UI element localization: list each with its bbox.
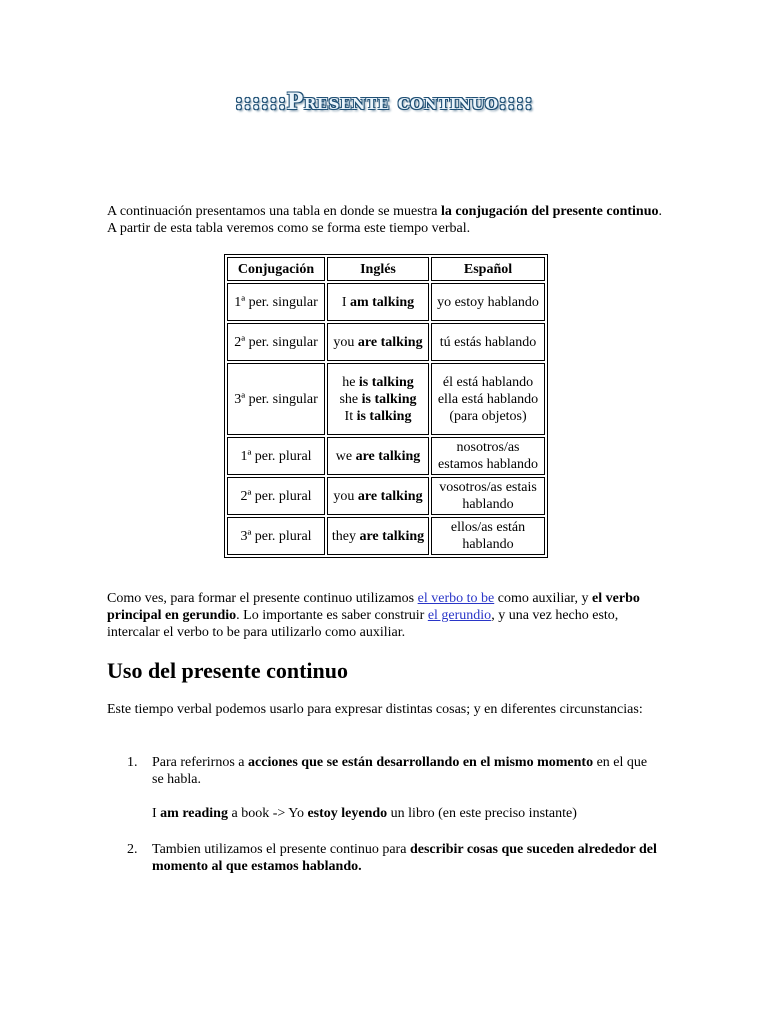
english-subject: you — [333, 334, 358, 350]
table-row — [227, 283, 545, 321]
cell-spanish: vosotros/as estais hablando — [431, 477, 545, 515]
cell-english — [327, 517, 429, 555]
cell-spanish: ellos/as están hablando — [431, 517, 545, 555]
gerundio-link[interactable]: el gerundio — [427, 608, 492, 623]
cell-spanish: nosotros/as estamos hablando — [431, 437, 545, 475]
example-text: I — [152, 806, 161, 821]
example-bold: estoy leyendo — [307, 806, 388, 821]
page-title: ::::::Presente continuo:::: — [234, 89, 534, 115]
list-plain-text: en el que se habla. — [152, 755, 648, 787]
list-plain-text: Tambien utilizamos el presente continuo para — [152, 842, 410, 857]
header-conjugacion: Conjugación — [227, 257, 325, 281]
english-subject: he — [342, 374, 359, 390]
english-verb: am talking — [349, 294, 415, 310]
english-subject: It — [344, 408, 357, 424]
cell-spanish — [431, 363, 545, 435]
english-verb: are talking — [357, 334, 423, 350]
english-verb: are talking — [355, 448, 421, 464]
list-bold-text: acciones que se están desarrollando en el mismo momento — [248, 755, 594, 770]
cell-english — [327, 283, 429, 321]
intro-paragraph — [107, 203, 667, 237]
example-text: un libro (en este preciso instante) — [387, 806, 577, 821]
intro-text: A continuación presentamos una tabla en donde se muestra — [107, 204, 441, 219]
explanation-paragraph — [107, 590, 667, 641]
verbo-to-be-link[interactable]: el verbo to be — [417, 591, 495, 606]
intro-text-end: . A partir de esta tabla veremos como se forma este tiempo verbal. — [107, 204, 662, 236]
cell-conjugation: 2ª per. singular — [227, 323, 325, 361]
spanish-line: (para objetos) — [449, 408, 527, 424]
table-header-row — [227, 257, 545, 281]
section-heading: Uso del presente continuo — [107, 658, 348, 683]
cell-spanish: tú estás hablando — [431, 323, 545, 361]
list-number: 2. — [127, 842, 138, 857]
example-bold: am reading — [160, 806, 228, 821]
table-row — [227, 517, 545, 555]
cell-conjugation: 1ª per. singular — [227, 283, 325, 321]
explanation-bold: el verbo principal en gerundio — [107, 591, 640, 623]
cell-conjugation: 2ª per. plural — [227, 477, 325, 515]
table-row — [227, 323, 545, 361]
header-espanol: Español — [431, 257, 545, 281]
list-bold-text: describir cosas que suceden alrededor del momento al que estamos hablando. — [152, 842, 657, 874]
cell-english — [327, 437, 429, 475]
english-verb: are talking — [357, 488, 423, 504]
explanation-text: . Lo importante es saber construir — [236, 608, 428, 623]
cell-english — [327, 477, 429, 515]
list-text — [152, 841, 662, 875]
table-row — [227, 363, 545, 435]
list-number: 1. — [127, 755, 138, 770]
english-verb: is talking — [358, 374, 414, 390]
english-subject: I — [341, 294, 350, 310]
cell-spanish: yo estoy hablando — [431, 283, 545, 321]
list-text — [152, 754, 662, 822]
cell-english — [327, 363, 429, 435]
explanation-text: Como ves, para formar el presente continuo utilizamos — [107, 591, 418, 606]
english-verb: is talking — [361, 391, 417, 407]
spanish-line: ella está hablando — [437, 391, 539, 407]
usage-intro-paragraph: Este tiempo verbal podemos usarlo para expresar distintas cosas; y en diferentes circunstancias: — [107, 702, 643, 717]
list-plain-text: Para referirnos a — [152, 755, 249, 770]
english-subject: we — [335, 448, 356, 464]
explanation-text: como auxiliar, y — [494, 591, 593, 606]
english-verb: are talking — [359, 528, 425, 544]
cell-conjugation: 3ª per. plural — [227, 517, 325, 555]
cell-conjugation: 3ª per. singular — [227, 363, 325, 435]
example-sentence — [152, 805, 662, 822]
english-subject: she — [339, 391, 362, 407]
intro-bold: la conjugación del presente continuo — [440, 204, 659, 219]
english-subject: they — [331, 528, 360, 544]
cell-english — [327, 323, 429, 361]
table-row — [227, 477, 545, 515]
english-subject: you — [333, 488, 358, 504]
spanish-line: él está hablando — [442, 374, 534, 390]
header-ingles: Inglés — [327, 257, 429, 281]
conjugation-table — [224, 254, 548, 558]
english-verb: is talking — [356, 408, 412, 424]
table-row — [227, 437, 545, 475]
example-text: a book -> Yo — [227, 806, 308, 821]
cell-conjugation: 1ª per. plural — [227, 437, 325, 475]
explanation-text: , y una vez hecho esto, intercalar el verbo to be para utilizarlo como auxiliar. — [107, 608, 619, 640]
